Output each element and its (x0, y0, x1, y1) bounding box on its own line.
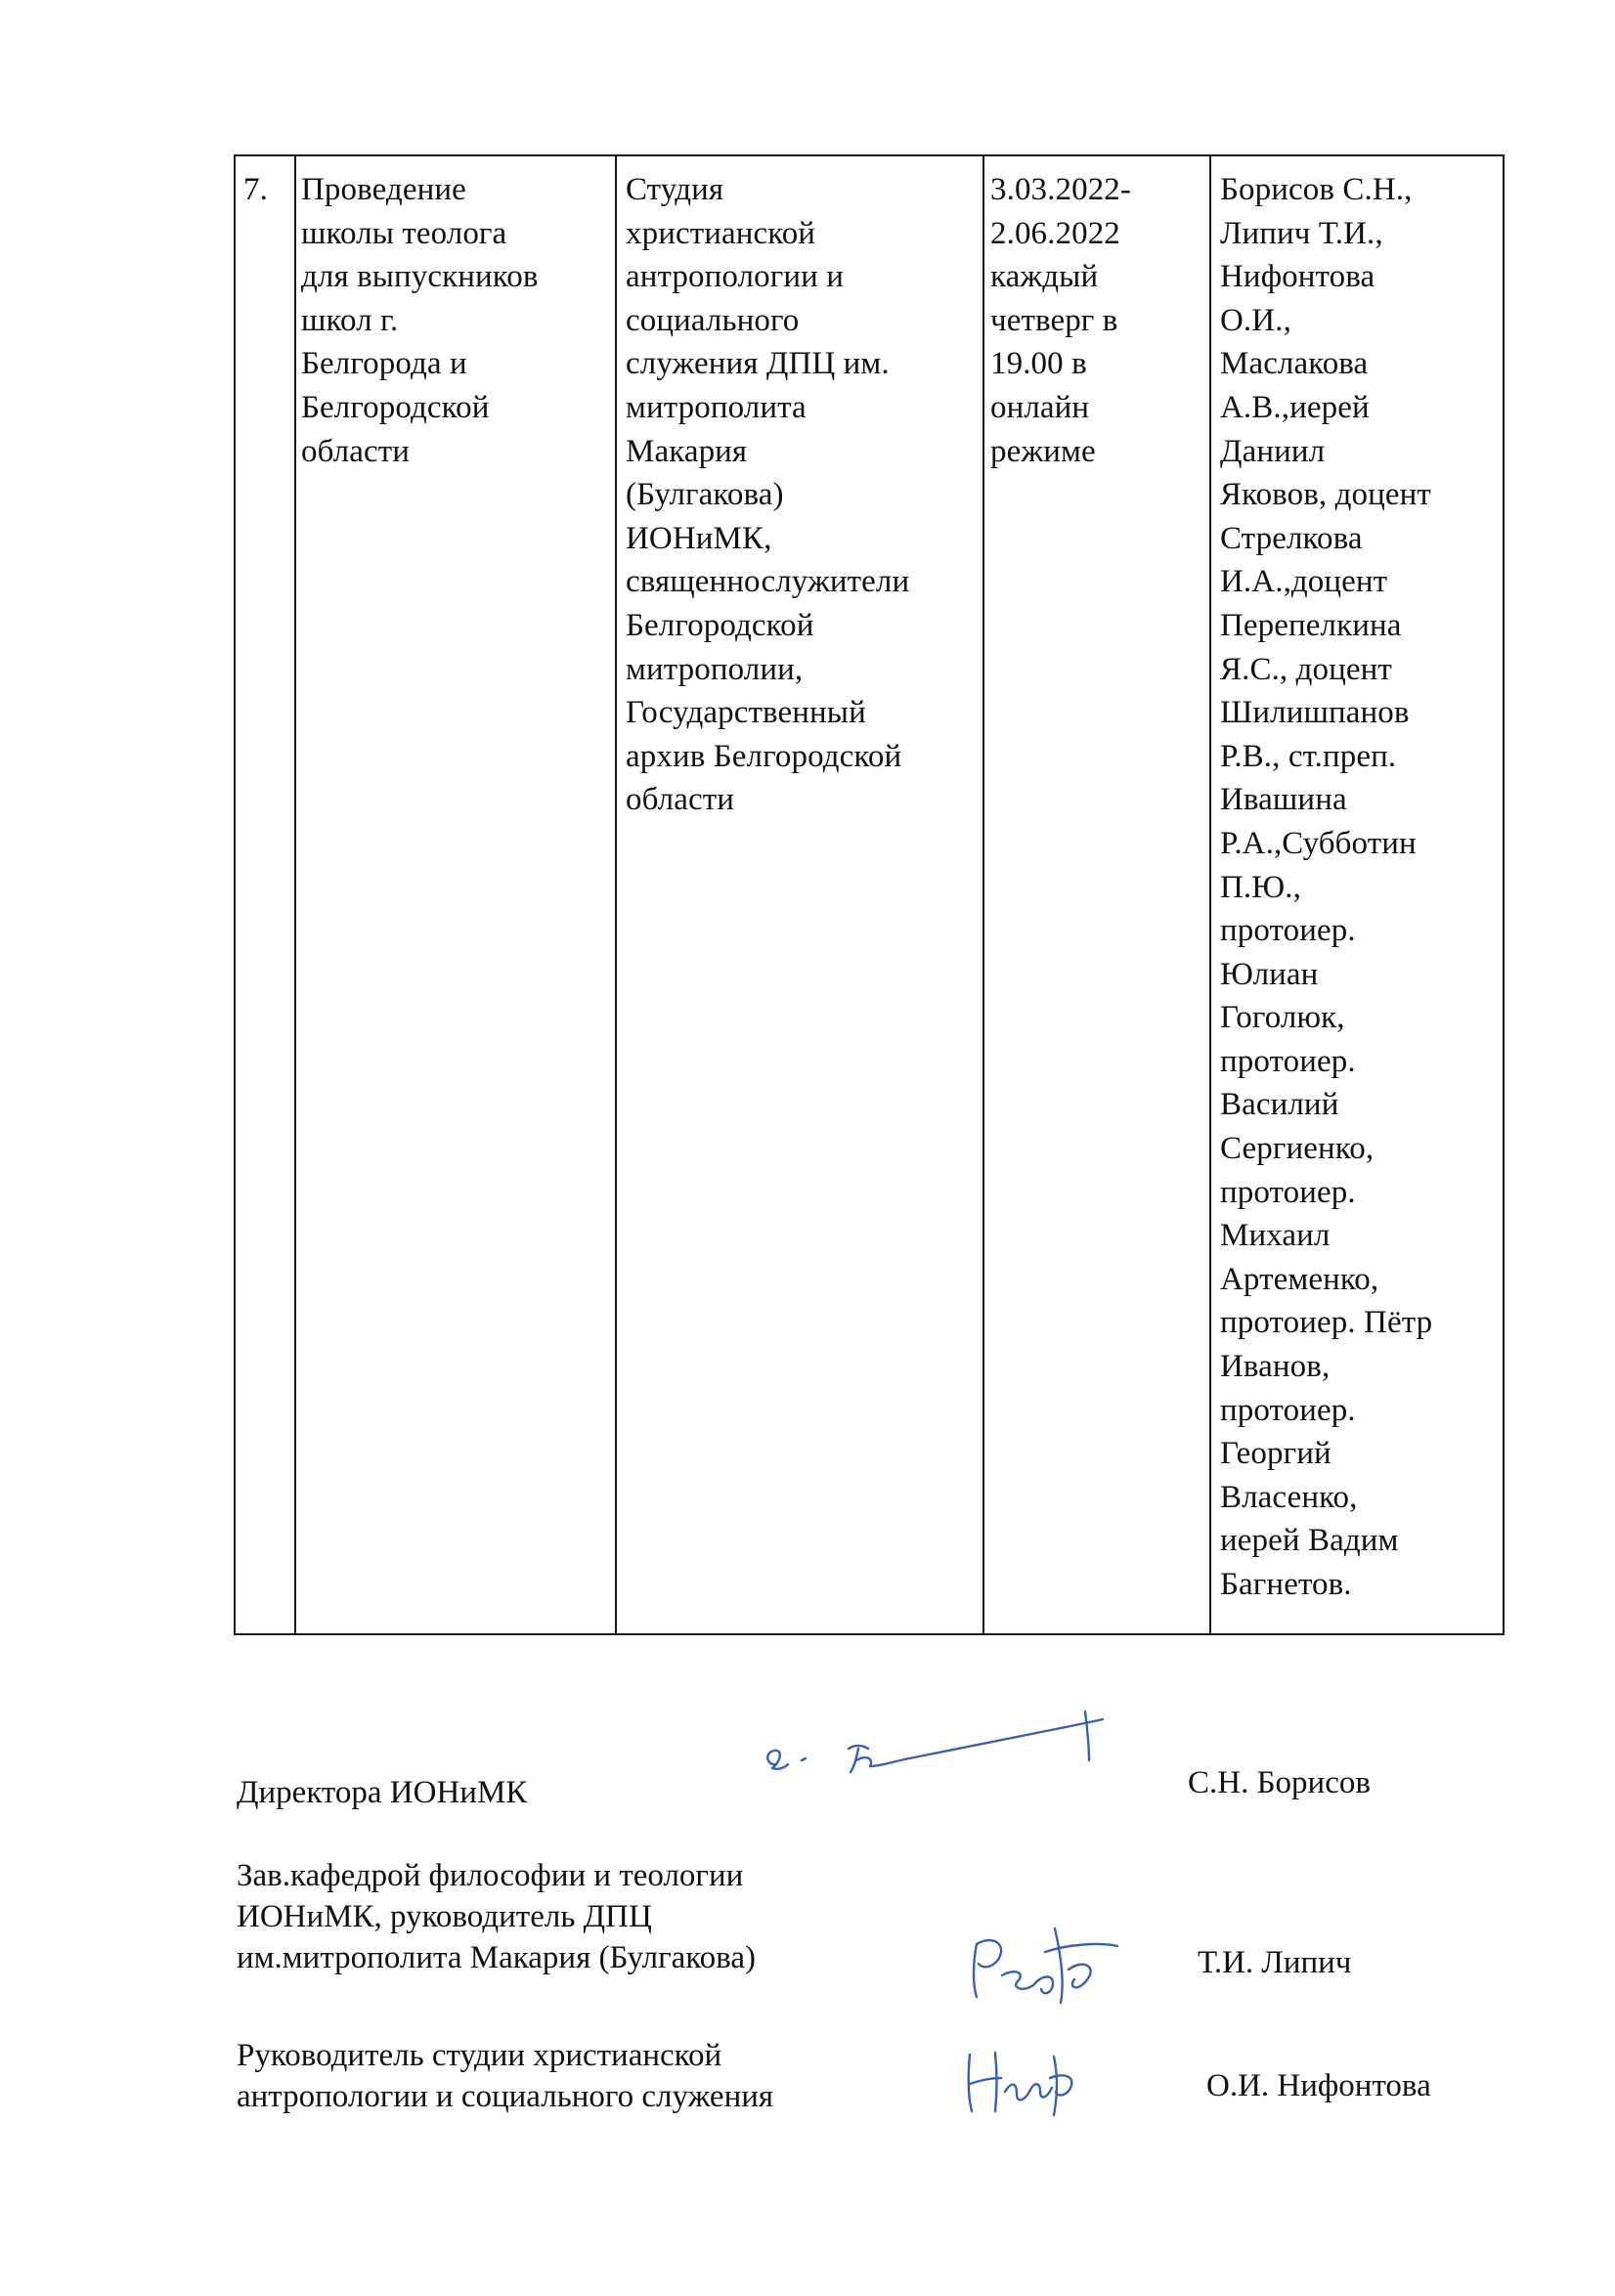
head-department-signature (963, 1901, 1139, 2009)
director-position: Директора ИОНиМК (237, 1775, 528, 1810)
director-signature (753, 1706, 1105, 1803)
director-name: С.Н. Борисов (1188, 1765, 1371, 1800)
column-divider (615, 156, 617, 1633)
event-organizers: Студия христианской антропологии и социального служения ДПЦ им. митрополита Макария (Булгакова) ИОНиМК, священнослужители Белгородской митрополии, Государственный архив Белгородской области (626, 172, 910, 818)
studio-head-signature (956, 2033, 1093, 2121)
events-table (234, 154, 1505, 1635)
event-dates: 3.03.2022- 2.06.2022 каждый четверг в 19.00 в онлайн режиме (990, 172, 1131, 469)
column-divider (982, 156, 984, 1633)
studio-head-name: О.И. Нифонтова (1206, 2068, 1431, 2103)
event-responsible: Борисов С.Н., Липич Т.И., Нифонтова О.И., Маслакова А.В.,иерей Даниил Яковов, доцент Стрелкова И.А.,доцент Перепелкина Я.С., доцент Шилишпанов Р.В., ст.преп. Ивашина Р.А.,Субботин П.Ю., протоиер. Юлиан Гоголюк, протоиер. Василий Сергиенко, протоиер. Михаил Артеменко, протоиер. Пётр Иванов, протоиер. Георгий Власенко, иерей Вадим Багнетов. (1220, 172, 1433, 1602)
studio-head-position: Руководитель студии христианской антропологии и социального служения (237, 2038, 774, 2114)
column-divider (1209, 156, 1211, 1633)
row-number: 7. (243, 172, 268, 207)
event-title: Проведение школы теолога для выпускников школ г. Белгорода и Белгородской области (301, 172, 539, 469)
column-divider (294, 156, 296, 1633)
head-department-name: Т.И. Липич (1198, 1945, 1352, 1980)
head-department-position: Зав.кафедрой философии и теологии ИОНиМК, руководитель ДПЦ им.митрополита Макария (Булгакова) (237, 1858, 756, 1975)
